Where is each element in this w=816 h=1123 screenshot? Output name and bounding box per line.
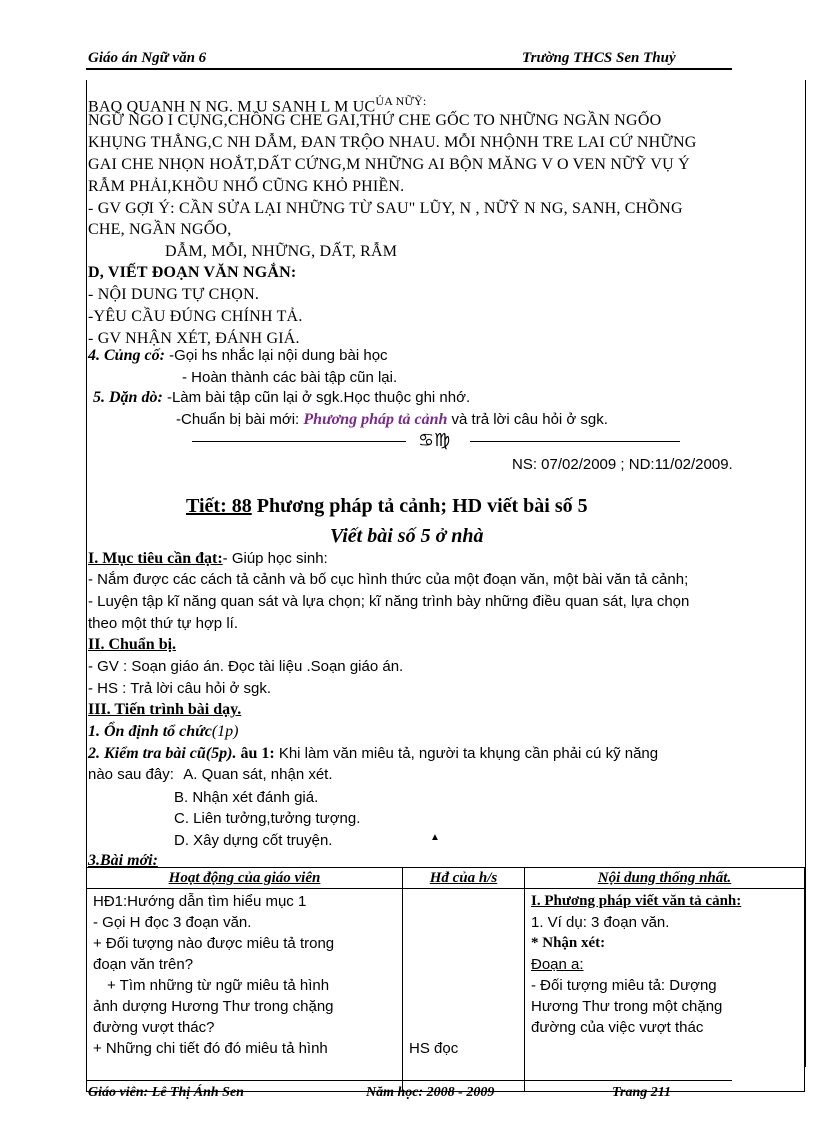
content-line-5: Hương Thư trong một chặng (531, 998, 723, 1015)
dates: NS: 07/02/2009 ; ND:11/02/2009. (512, 456, 733, 473)
footer-page: Trang 211 (612, 1085, 671, 1100)
option-a: A. Quan sát, nhận xét. (179, 766, 333, 783)
dan-do-suffix: và trả lời câu hỏi ở sgk. (447, 411, 608, 428)
cung-co-text-1: -Gọi hs nhắc lại nội dung bài học (164, 347, 388, 364)
body-line-1: BAO QUANH N NG. M U SANH L M $UC^{ỦA NỮỸ:}$ (88, 94, 427, 116)
body-line-5: RẪM PHẢI,KHỒU NHỔ CŨNG KHỎ PHIỀN. (88, 178, 405, 195)
student-line-1: HS đọc (409, 1040, 459, 1057)
question-line-2 (88, 766, 333, 784)
lesson-title-text: Phương pháp tả cảnh; HD viết bài số 5 (251, 495, 588, 517)
lesson-table (86, 867, 805, 1092)
lesson-number: Tiết: 88 (186, 495, 252, 517)
footer-rule (86, 1080, 732, 1081)
body-line-3: KHỤNG THẲNG,C NH DẪM, ĐAN TRỘO NHAU. MỖI NHỘNH TRE LAI CỨ NHỮNG (88, 134, 697, 151)
teacher-line-1: HĐ1:Hướng dẫn tìm hiểu mục 1 (93, 893, 307, 910)
body-line-6: - GV GỢI Ý: CẦN SỬA LẠI NHỮNG TỪ SAU" LŨY, N , NỮỸ N NG, SANH, CHỒNG (88, 200, 683, 217)
section-d-item-1: - NỘI DUNG TỰ CHỌN. (88, 286, 260, 303)
content-heading: I. Phương pháp viết văn tả cảnh: (531, 893, 742, 909)
sub-2-label: 2. Kiểm tra bài cũ(5p). (88, 745, 237, 762)
section-3-sub-1 (88, 723, 238, 741)
dan-do-label: 5. Dặn dò: (93, 389, 163, 406)
body-line-8: DẪM, MỖI, NHỮNG, DẤT, RẪM (165, 243, 398, 260)
table-header-content: Nội dung thống nhất. (525, 868, 805, 889)
teacher-line-8: + Những chi tiết đó đó miêu tả hình (93, 1040, 328, 1057)
section-2-line-2: - HS : Trả lời câu hỏi ở sgk. (88, 680, 272, 697)
dan-do-line-1 (93, 389, 470, 407)
option-c: C. Liên tưởng,tưởng tượng. (174, 810, 361, 827)
section-2-line-1: - GV : Soạn giáo án. Đọc tài liệu .Soạn giáo án. (88, 658, 404, 675)
section-3-sub-3: 3.Bài mới: (88, 852, 158, 869)
header-left: Giáo án Ngữ văn 6 (88, 50, 207, 66)
lesson-subtitle: Viết bài số 5 ở nhà (330, 525, 484, 547)
section-2-heading: II. Chuẩn bị. (88, 636, 177, 653)
question-label: âu 1: (236, 745, 275, 762)
dan-do-text-1: -Làm bài tập cũn lại ở sgk.Học thuộc ghi nhớ. (162, 389, 471, 406)
content-line-3: Đoạn a: (531, 956, 584, 973)
body-line-7: CHE, NGẦN NGỐO, (88, 221, 232, 238)
header-rule (86, 68, 732, 70)
section-3-sub-2 (88, 745, 658, 763)
separator-right (470, 441, 680, 442)
teacher-line-5: + Tìm những từ ngữ miêu tả hình (107, 977, 330, 994)
teacher-line-4: đoạn văn trên? (93, 956, 194, 973)
body-line-4: GAI CHE NHỌN HOẮT,DẤT CỨNG,M NHỮNG AI BỘN MĂNG V O VEN NỮỸ VỤ Ý (88, 156, 690, 173)
section-1-intro: - Giúp học sinh: (222, 550, 328, 567)
section-d-item-3: - GV NHẬN XÉT, ĐÁNH GIÁ. (88, 330, 300, 347)
separator-left (192, 441, 406, 442)
table-header-teacher: Hoạt động của giáo viên (87, 868, 403, 889)
sub-1-time: (1p) (211, 723, 239, 740)
dan-do-highlight: Phương pháp tả cảnh (303, 411, 448, 428)
section-3-heading: III. Tiến trình bài dạy. (88, 701, 242, 718)
teacher-line-7: đường vượt thác? (93, 1019, 215, 1036)
question-text-1: Khi làm văn miêu tả, người ta khụng cần phải cú kỹ năng (274, 745, 659, 762)
option-b: B. Nhận xét đánh giá. (174, 789, 319, 806)
content-line-4: - Đối tượng miêu tả: Dượng (531, 977, 717, 994)
section-1-line-2: - Luyện tập kĩ năng quan sát và lựa chọn; kĩ năng trình bày những điều quan sát, lựa chọn (88, 593, 690, 610)
section-d-heading: D, VIẾT ĐOẠN VĂN NGẮN: (88, 264, 297, 281)
content-line-6: đường của việc vượt thác (531, 1019, 704, 1036)
footer-year: Năm học: 2008 - 2009 (366, 1085, 495, 1100)
table-row (87, 889, 805, 1092)
question-text-2: nào sau đây: (88, 766, 174, 783)
dan-do-line-2 (176, 411, 608, 429)
content-line-2: * Nhận xét: (531, 935, 606, 951)
section-1-heading (88, 550, 328, 568)
footer-teacher: Giáo viên: Lê Thị Ánh Sen (88, 1085, 244, 1100)
triangle-icon: ▲ (430, 832, 440, 843)
table-cell-student (403, 889, 525, 1092)
cung-co-label: 4. Củng cố: (88, 347, 165, 364)
lesson-title (186, 495, 588, 518)
teacher-line-6: ảnh dượng Hương Thư trong chặng (93, 998, 334, 1015)
table-header-row (87, 868, 805, 889)
body-line-2: NGỮ NGO I CỤNG,CHỒNG CHE GAI,THỨ CHE GỐC TO NHỮNG NGẦN NGỐO (88, 112, 662, 129)
sub-1-label: 1. Ổn định tổ chức (88, 723, 212, 740)
content-line-1: 1. Ví dụ: 3 đoạn văn. (531, 914, 670, 931)
table-cell-teacher (87, 889, 403, 1092)
separator-symbol: ♋♍ (418, 430, 451, 451)
teacher-line-2: - Gọi H đọc 3 đoạn văn. (93, 914, 252, 931)
header-right: Trường THCS Sen Thuỷ (522, 50, 676, 66)
cung-co-line-2: - Hoàn thành các bài tập cũn lại. (182, 369, 398, 386)
dan-do-prefix: -Chuẩn bị bài mới: (176, 411, 304, 428)
section-1-line-3: theo một thứ tự hợp lí. (88, 615, 238, 632)
cung-co-line-1 (88, 347, 388, 365)
teacher-line-3: + Đối tượng nào được miêu tả trong (93, 935, 335, 952)
option-d: D. Xây dựng cốt truyện. (174, 832, 333, 849)
table-cell-content (525, 889, 805, 1092)
section-1-line-1: - Nắm được các cách tả cảnh và bố cục hình thức của một đoạn văn, một bài văn tả cảnh; (88, 571, 689, 588)
section-d-item-2: -YÊU CẦU ĐÚNG CHÍNH TẢ. (88, 308, 303, 325)
section-1-title: I. Mục tiêu cần đạt: (88, 550, 223, 567)
table-header-student: Hđ của h/s (403, 868, 525, 889)
